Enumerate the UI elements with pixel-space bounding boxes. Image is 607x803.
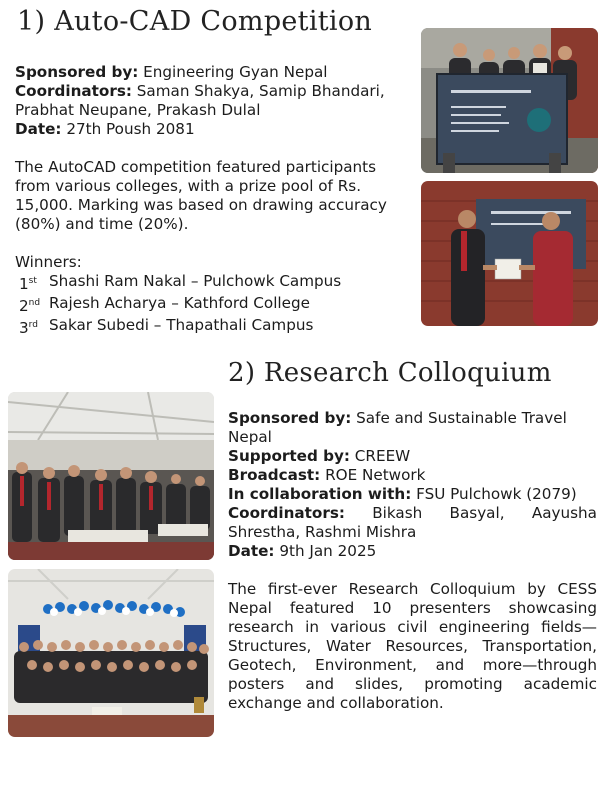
winner-row [19,272,410,294]
colloquium-group-photo [8,569,214,737]
label: Supported by: [228,447,350,465]
colloquium-broadcast [228,466,597,485]
label: Date: [15,120,62,138]
colloquium-supported [228,447,597,466]
winner-name: Sakar Subedi – Thapathali Campus [49,316,314,334]
value: Saman Shakya, Samip Bhandari, Prabhat Neupane, Prakash Dulal [15,82,385,119]
autocad-group-photo [421,28,598,173]
value: Engineering Gyan Nepal [138,63,328,81]
label: Sponsored by: [15,63,139,81]
winner-rank: 1st [19,275,37,293]
value: ROE Network [320,466,426,484]
winner-name: Rajesh Acharya – Kathford College [49,294,310,312]
colloquium-coordinators [228,504,597,542]
value: CREEW [349,447,411,465]
winner-rank: 3rd [19,319,38,337]
colloquium-collab [228,485,597,504]
value: Bikash Basyal, Aayusha Shrestha, Rashmi Mishra [228,504,597,541]
colloquium-date [228,542,597,561]
label: Sponsored by: [228,409,352,427]
winner-row [19,294,410,316]
winner-rank: 2nd [19,297,41,315]
label: In collaboration with: [228,485,412,503]
value: 27th Poush 2081 [61,120,195,138]
autocad-coordinators [15,82,410,120]
colloquium-audience-photo [8,392,214,560]
colloquium-description: The first-ever Research Colloquium by CESS Nepal featured 10 presenters showcasing research in various civil engineering fields—Structures, Water Resources, Transportation, Geotech, Environment, and more—through posters and slides, promoting academic exchange and collaboration. [228,580,597,712]
value: FSU Pulchowk (2079) [411,485,577,503]
autocad-description: The AutoCAD competition featured participants from various colleges, with a prize pool of Rs. 15,000. Marking was based on drawing accuracy (80%) and time (20%). [15,158,387,233]
label: Broadcast: [228,466,321,484]
autocad-details [15,63,410,338]
colloquium-sponsored [228,409,597,447]
winners-label: Winners: [15,253,82,271]
autocad-heading: 1) Auto-CAD Competition [17,6,373,37]
value: Safe and Sustainable Travel Nepal [228,409,567,446]
label: Date: [228,542,275,560]
autocad-date [15,120,410,139]
label: Coordinators: [228,504,345,522]
label: Coordinators: [15,82,132,100]
autocad-sponsored [15,63,410,82]
value: 9th Jan 2025 [274,542,377,560]
winner-row [19,316,410,338]
colloquium-details [228,409,597,713]
colloquium-heading: 2) Research Colloquium [228,358,552,388]
winner-name: Shashi Ram Nakal – Pulchowk Campus [49,272,342,290]
autocad-award-photo [421,181,598,326]
